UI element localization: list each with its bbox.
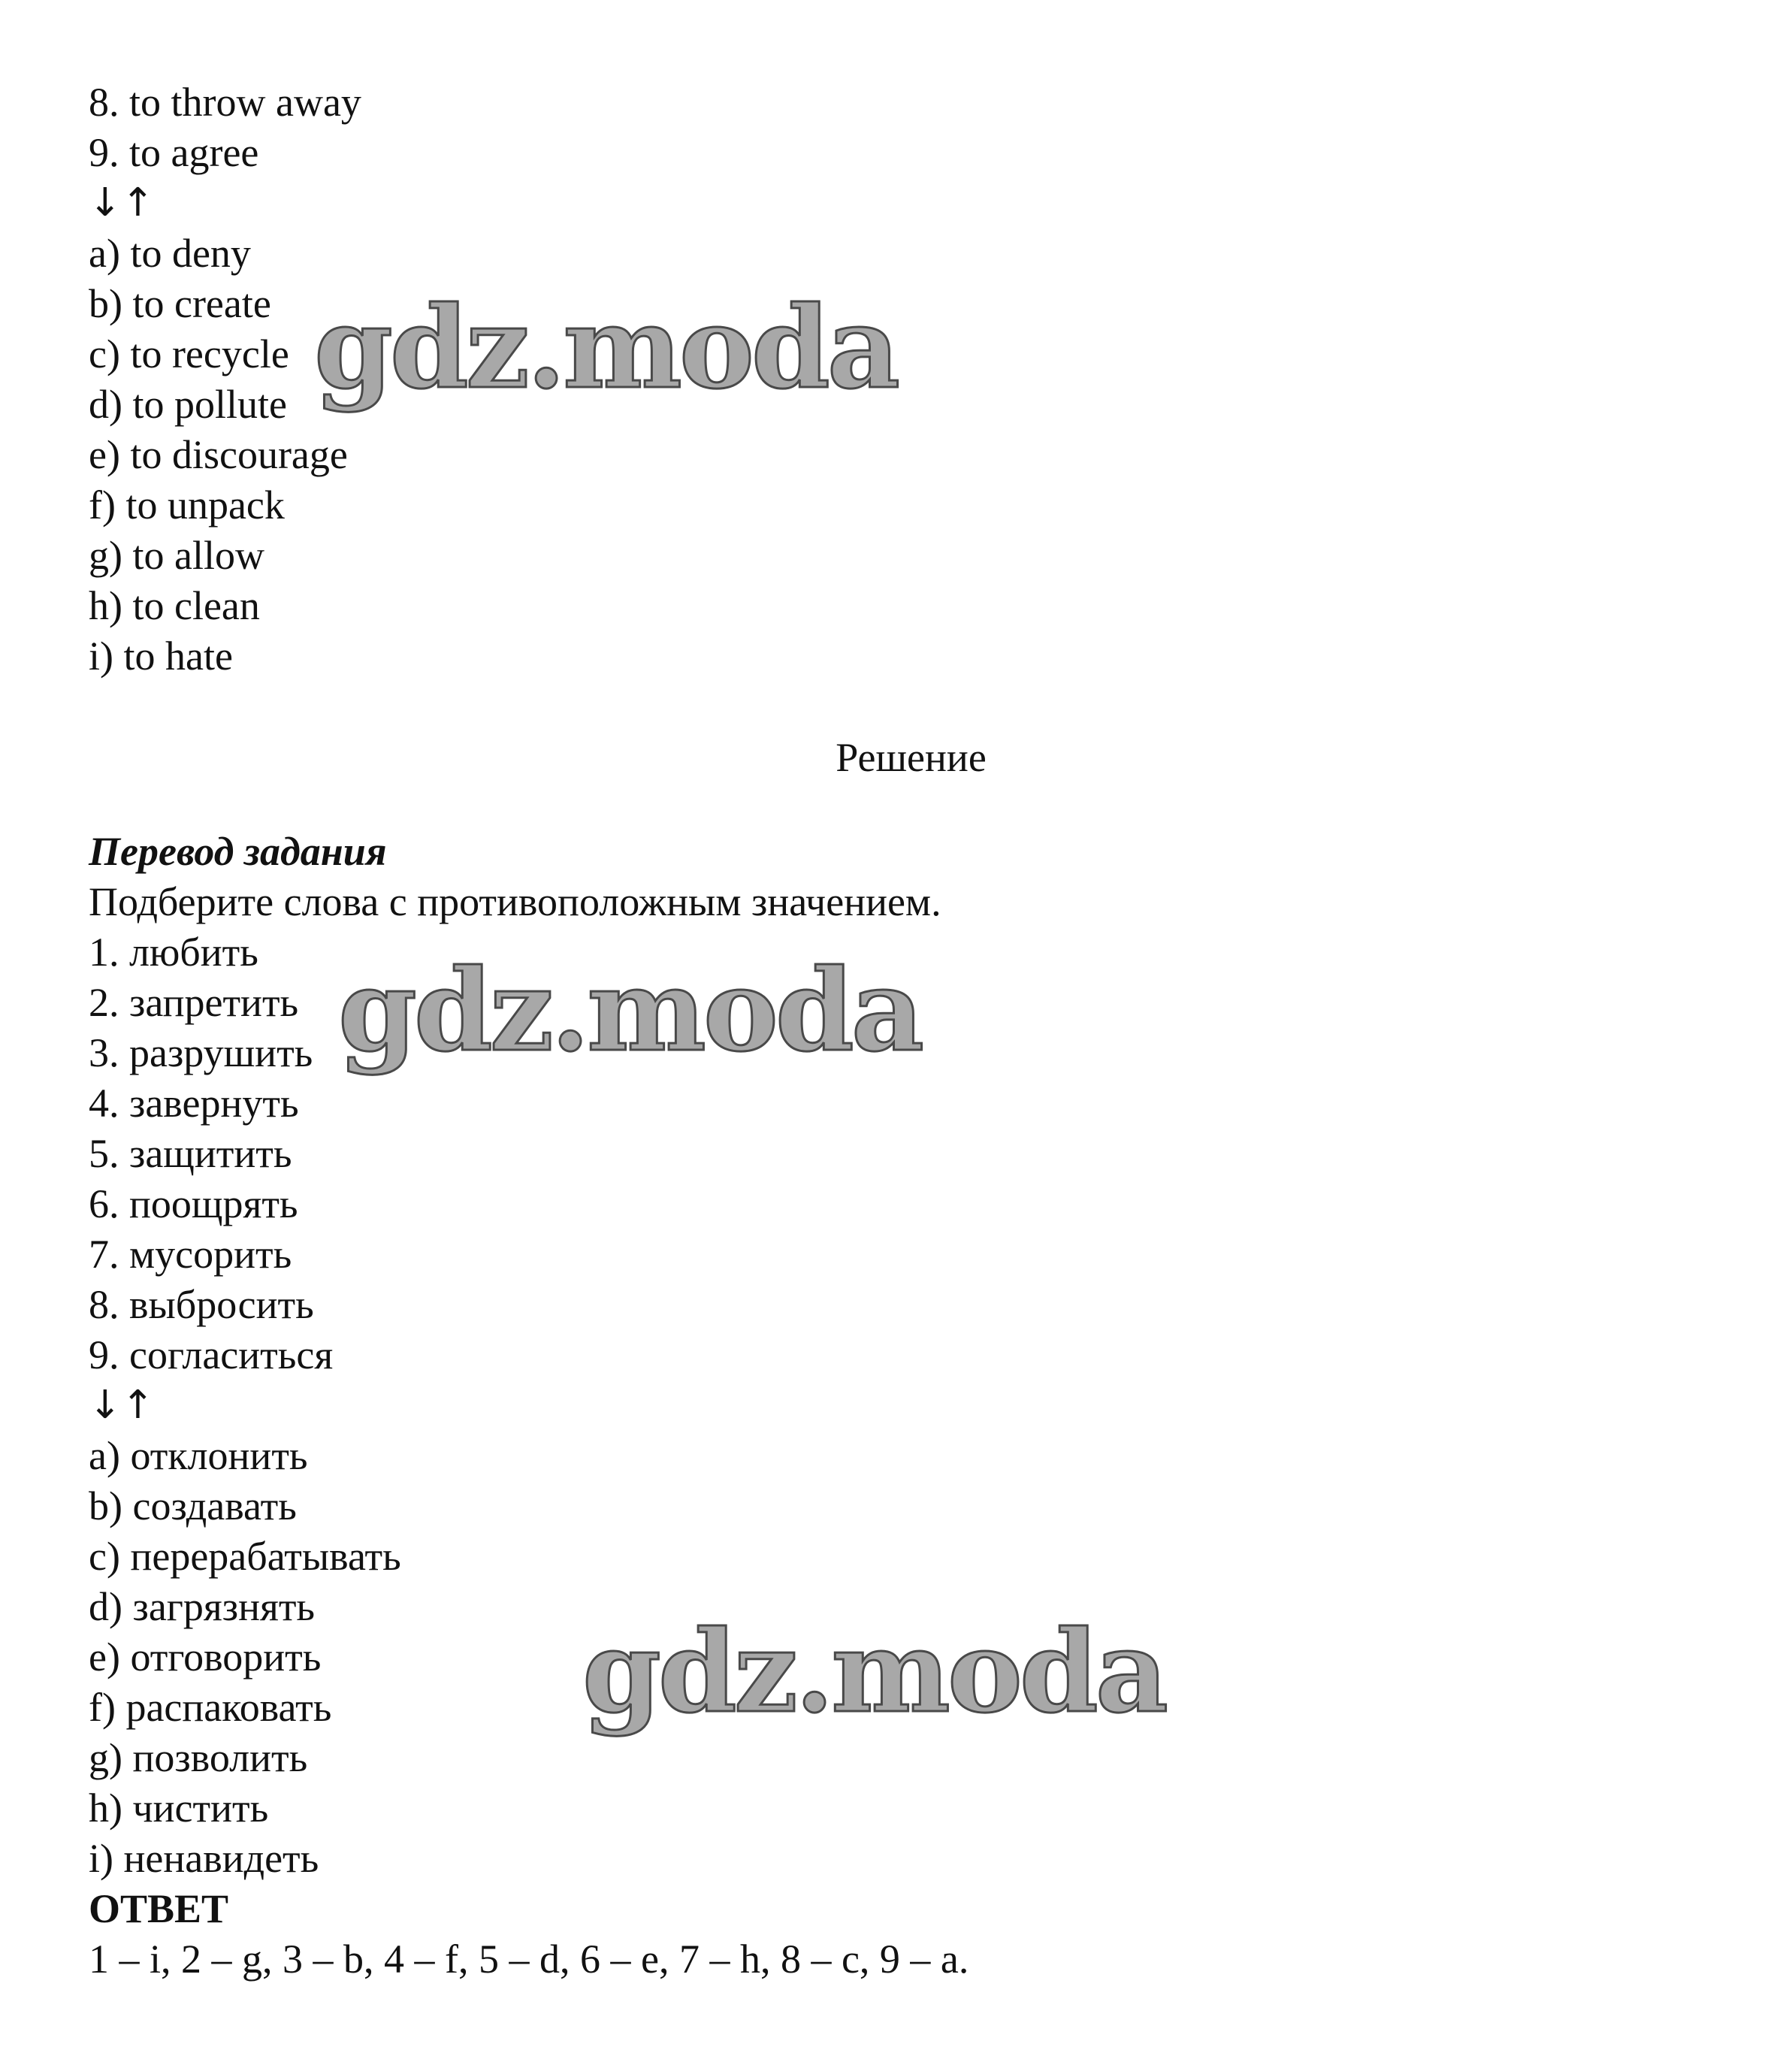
list-item: c) to recycle [89,331,289,376]
list-item: 2. запретить [89,980,299,1025]
watermark: gdz.moda [582,1606,1166,1738]
list-item: f) to unpack [89,482,285,528]
list-item: 1. любить [89,930,258,975]
list-item: e) to discourage [89,432,348,477]
list-item: e) отговорить [89,1634,322,1680]
list-item: 3. разрушить [89,1030,313,1075]
list-item: 7. мусорить [89,1232,292,1277]
translation-title: Перевод задания [89,829,387,874]
list-item: d) to pollute [89,382,287,427]
list-item: f) распаковать [89,1685,332,1730]
list-item: b) to create [89,281,271,326]
list-item: i) ненавидеть [89,1836,319,1881]
solution-heading: Решение [836,735,987,780]
match-arrows: ↓↑ [89,180,155,225]
list-item: 8. to throw away [89,80,361,125]
list-item: b) создавать [89,1483,297,1528]
translation-instruction: Подберите слова с противоположным значением. [89,879,941,924]
match-arrows: ↓↑ [89,1383,155,1428]
watermark: gdz.moda [338,945,922,1077]
answer-text: 1 – i, 2 – g, 3 – b, 4 – f, 5 – d, 6 – e, 7 – h, 8 – c, 9 – a. [89,1937,969,1982]
list-item: c) перерабатывать [89,1534,401,1579]
list-item: a) отклонить [89,1433,308,1478]
list-item: g) to allow [89,533,264,578]
list-item: a) to deny [89,231,251,276]
watermark: gdz.moda [314,282,898,414]
list-item: i) to hate [89,633,233,679]
list-item: 6. поощрять [89,1181,298,1226]
list-item: 4. завернуть [89,1081,299,1126]
list-item: 8. выбросить [89,1282,314,1327]
list-item: 5. защитить [89,1131,292,1176]
list-item: d) загрязнять [89,1584,316,1629]
list-item: g) позволить [89,1735,308,1780]
answer-label: ОТВЕТ [89,1886,229,1931]
list-item: h) чистить [89,1785,269,1831]
list-item: h) to clean [89,583,260,628]
list-item: 9. согласиться [89,1332,334,1377]
list-item: 9. to agree [89,130,259,175]
